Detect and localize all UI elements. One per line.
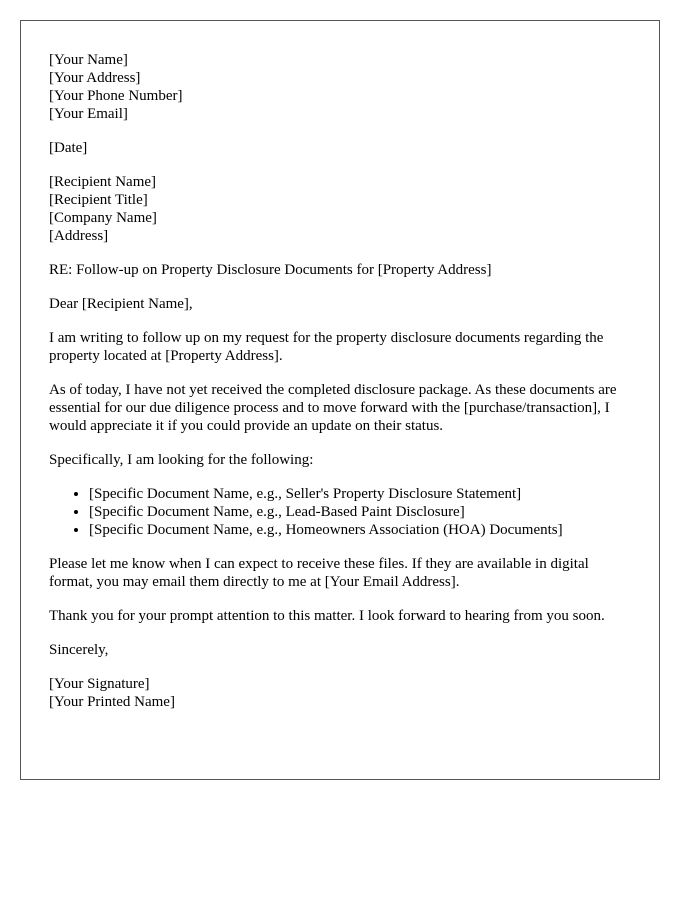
recipient-title: [Recipient Title]	[49, 192, 148, 208]
body-paragraph-4: Please let me know when I can expect to receive these files. If they are available in digital format, you may email them directly to me at [Your Email Address].	[49, 556, 589, 590]
list-item: • [Specific Document Name, e.g., Homeowners Association (HOA) Documents]	[89, 521, 631, 539]
salutation: Dear [Recipient Name],	[49, 296, 193, 312]
closing: Sincerely,	[49, 642, 109, 658]
letter-page	[20, 20, 660, 780]
recipient-company: [Company Name]	[49, 210, 157, 226]
sender-address: [Your Address]	[49, 70, 141, 86]
body-paragraph-1: I am writing to follow up on my request for the property disclosure documents regarding the property located at [Property Address].	[49, 330, 604, 364]
sender-name: [Your Name]	[49, 52, 128, 68]
letter-date: [Date]	[49, 140, 88, 156]
list-item: • [Specific Document Name, e.g., Seller's Property Disclosure Statement]	[89, 485, 631, 503]
body-paragraph-3: Specifically, I am looking for the following:	[49, 452, 314, 468]
date-block	[49, 139, 631, 157]
sender-email: [Your Email]	[49, 106, 128, 122]
sender-phone: [Your Phone Number]	[49, 88, 183, 104]
recipient-address: [Address]	[49, 228, 109, 244]
sender-block	[49, 51, 631, 123]
signature: [Your Signature]	[49, 676, 150, 692]
subject-line: RE: Follow-up on Property Disclosure Documents for [Property Address]	[49, 262, 492, 278]
body-paragraph-5: Thank you for your prompt attention to this matter. I look forward to hearing from you soon.	[49, 608, 605, 624]
document-list	[49, 485, 631, 539]
printed-name: [Your Printed Name]	[49, 694, 175, 710]
body-paragraph-2: As of today, I have not yet received the completed disclosure package. As these documents are essential for our due diligence process and to move forward with the [purchase/transaction], I would appreciate it if you could provide an update on their status.	[49, 382, 617, 434]
recipient-block	[49, 173, 631, 245]
recipient-name: [Recipient Name]	[49, 174, 157, 190]
signature-block	[49, 675, 631, 711]
list-item: • [Specific Document Name, e.g., Lead-Based Paint Disclosure]	[89, 503, 631, 521]
